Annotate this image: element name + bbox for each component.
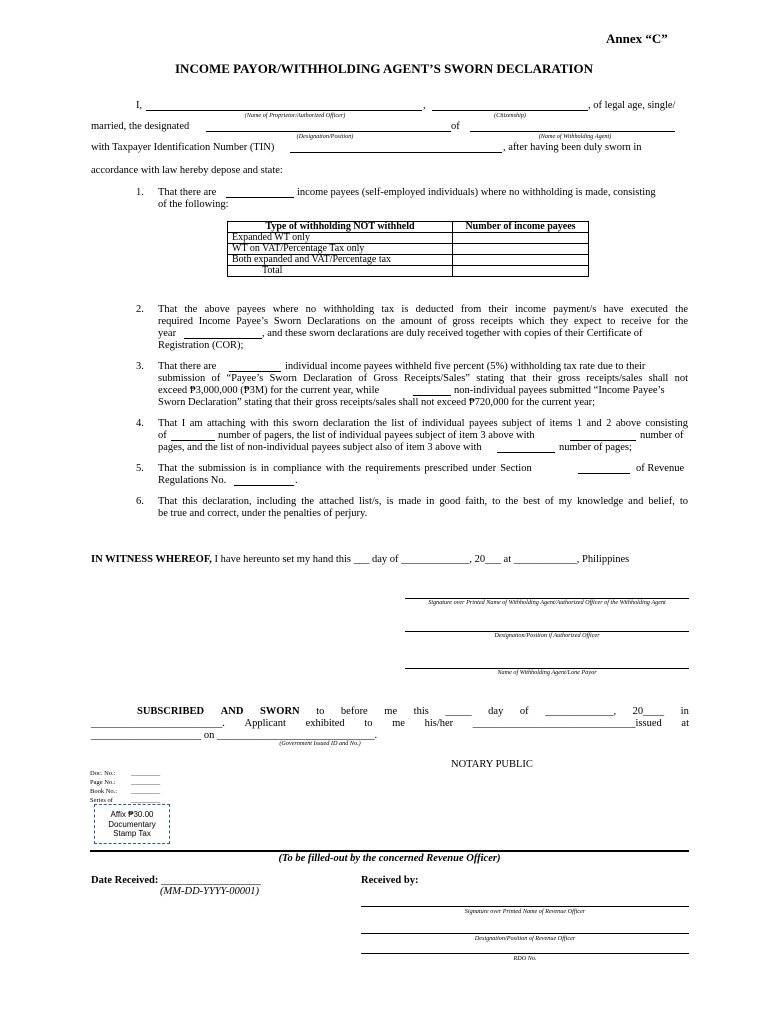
item-1-count-field[interactable]	[226, 197, 294, 198]
item-6-line-1: That this declaration, including the attached list/s, is made in good faith, to the best of my knowledge and belief, to	[158, 496, 688, 507]
item-2-line-1: That the above payees where no withholding tax is deducted from their income payment/s have executed the	[158, 304, 688, 315]
item-2-number: 2.	[136, 304, 144, 315]
item-4-of: of	[158, 430, 167, 441]
item-1-number: 1.	[136, 187, 144, 198]
revenue-officer-designation-line[interactable]	[361, 933, 689, 934]
sworn-id-field[interactable]: _______________________________issued	[472, 718, 662, 729]
revenue-header: (To be filled-out by the concerned Revenue Officer)	[278, 853, 501, 864]
sworn-day-field[interactable]: _____	[445, 706, 472, 717]
page-title: INCOME PAYOR/WITHHOLDING AGENT’S SWORN DECLARATION	[175, 61, 593, 76]
item-2-year-field[interactable]	[184, 338, 262, 339]
item-4-line-3b: number of pages;	[559, 442, 632, 453]
caption-rdo: RDO No.	[513, 955, 537, 962]
item-3-text-b: individual income payees withheld five percent (5%) withholding tax rate due to their	[285, 361, 646, 372]
item-5-line-2b: .	[295, 475, 298, 486]
table-cell: Both expanded and VAT/Percentage tax	[228, 255, 453, 266]
caption-citizenship: (Citizenship)	[494, 112, 526, 119]
citizenship-field[interactable]	[432, 110, 588, 111]
table-header: Type of withholding NOT withheld	[228, 222, 453, 233]
sworn-word: of	[519, 706, 529, 717]
witness-line	[91, 554, 629, 566]
caption-name: (Name of Proprietor/Authorized Officer)	[244, 112, 346, 119]
item-6-number: 6.	[136, 496, 144, 507]
sworn-word: day	[488, 706, 504, 717]
notary-row	[90, 769, 160, 778]
item-1-text-c: of the following:	[158, 199, 229, 210]
intro-legal-age: , of legal age, single/	[588, 100, 676, 111]
caption-revenue-signature: Signature over Printed Name of Revenue Officer	[464, 908, 586, 915]
caption-government-id: (Government Issued ID and No.)	[279, 740, 361, 747]
sworn-place-field[interactable]: _________________________.	[91, 718, 225, 729]
table-input-cell[interactable]	[453, 266, 589, 277]
table-input-cell[interactable]	[453, 255, 589, 266]
item-5-number: 5.	[136, 463, 144, 474]
item-4-line-2c: number of	[640, 430, 684, 441]
table-row	[228, 266, 589, 277]
item-2-line-3: , and these sworn declarations are duly received together with copies of their Certificate of	[262, 328, 643, 339]
sworn-year-field[interactable]: 20____	[632, 706, 665, 717]
notary-public-label: NOTARY PUBLIC	[451, 759, 533, 770]
intro-comma: ,	[423, 100, 426, 111]
item-4-pages-field-3[interactable]	[497, 452, 555, 453]
table-header: Number of income payees	[453, 222, 589, 233]
item-4-pages-field-2[interactable]	[570, 440, 636, 441]
notary-label: Book No.:	[90, 788, 118, 795]
notary-row	[90, 787, 160, 796]
table-input-cell[interactable]	[453, 233, 589, 244]
notary-details	[90, 769, 160, 805]
item-5-regulation-field[interactable]	[234, 485, 294, 486]
table-row	[228, 244, 589, 255]
table-row	[228, 255, 589, 266]
rdo-number-line[interactable]	[361, 953, 689, 954]
table-cell: Expanded WT only	[228, 233, 453, 244]
date-received-label: Date Received:	[91, 875, 159, 886]
sworn-word: his/her	[424, 718, 454, 729]
witness-bold: IN WITNESS WHEREOF,	[91, 554, 212, 565]
intro-accordance: accordance with law hereby depose and state:	[91, 165, 283, 176]
caption-revenue-designation: Designation/Position of Revenue Officer	[474, 935, 576, 942]
sworn-line-3: _____________________ on ______________________________.	[91, 730, 378, 741]
item-4-line-3a: pages, and the list of non-individual payees subject also of item 3 above with	[158, 442, 482, 453]
item-1-text-b: income payees (self-employed individuals) where no withholding is made, consisting	[297, 187, 656, 198]
item-3-number: 3.	[136, 361, 144, 372]
notary-label: Series of	[90, 797, 113, 804]
tin-field[interactable]	[290, 152, 502, 153]
sworn-word: SUBSCRIBED	[137, 706, 205, 717]
sworn-word: before	[340, 706, 368, 717]
intro-i: I,	[136, 100, 143, 111]
notary-blank[interactable]: _________	[131, 770, 161, 777]
table-header-row	[228, 222, 589, 233]
item-5-line-1b: of Revenue	[636, 463, 685, 474]
item-3-text-a: That there are	[158, 361, 217, 372]
table-cell: Total	[228, 266, 453, 277]
item-3-line-2: submission of “Payee’s Sworn Declaration of Gross Receipts/Sales” stating that their gross receipts/sales shall not	[158, 373, 688, 384]
item-4-line-1: That I am attaching with this sworn declaration the list of individual payees subject of items 1 and 2 above consisting	[158, 418, 688, 429]
table-input-cell[interactable]	[453, 244, 589, 255]
item-3-line-3b: non-individual payees submitted “Income Payee’s	[454, 385, 665, 396]
stamp-text: Affix ₱30.00	[110, 810, 154, 819]
withholding-agent-field[interactable]	[470, 131, 675, 132]
sworn-word: this	[413, 706, 429, 717]
withholding-table	[227, 221, 589, 277]
sworn-word: exhibited	[305, 718, 345, 729]
sworn-word: in	[680, 706, 689, 717]
name-field[interactable]	[146, 110, 422, 111]
sworn-word: me	[384, 706, 398, 717]
item-3-nonind-field[interactable]	[413, 395, 451, 396]
sworn-line-2	[91, 718, 689, 730]
item-3-count-field[interactable]	[229, 371, 281, 372]
revenue-officer-signature-line[interactable]	[361, 906, 689, 907]
sworn-word: Applicant	[244, 718, 286, 729]
notary-blank[interactable]: _________	[131, 779, 161, 786]
intro-married: married, the designated	[91, 121, 190, 132]
sworn-word: at	[681, 718, 689, 729]
item-3-line-3a: exceed ₱3,000,000 (₱3M) for the current year, while	[158, 385, 380, 396]
item-4-number: 4.	[136, 418, 144, 429]
item-4-line-2b: number of pagers, the list of individual payees subject of item 3 above with	[218, 430, 535, 441]
sworn-word: AND	[220, 706, 244, 717]
item-5-section-field[interactable]	[578, 473, 630, 474]
caption-agent: (Name of Withholding Agent)	[538, 133, 612, 140]
notary-label: Doc. No.:	[90, 770, 116, 777]
notary-label: Page No.:	[90, 779, 116, 786]
witness-text: I have hereunto set my hand this ___ day of _____________, 20___ at ____________, Philippines	[211, 554, 630, 565]
designation-field[interactable]	[206, 131, 451, 132]
item-5-line-1a: That the submission is in compliance with the requirements prescribed under Section	[158, 463, 532, 474]
caption-agent-signature: Signature over Printed Name of Withholding Agent/Authorized Officer of the Withholding Agent	[428, 599, 666, 606]
item-2-year: year	[158, 328, 177, 339]
table-row	[228, 233, 589, 244]
notary-blank[interactable]: _________	[131, 797, 161, 804]
sworn-word: to	[316, 706, 325, 717]
annex-label: Annex “C”	[606, 31, 668, 46]
item-5-line-2a: Regulations No.	[158, 475, 227, 486]
stamp-text: Stamp Tax	[113, 829, 151, 838]
sworn-word: me	[392, 718, 405, 729]
item-1-text-a: That there are	[158, 187, 217, 198]
intro-sworn: , after having been duly sworn in	[503, 142, 642, 153]
date-received-field[interactable]: ___________________	[158, 875, 261, 886]
item-3-line-4: Sworn Declaration” stating that their gross receipts/sales shall not exceed ₱720,000 for the current year;	[158, 397, 596, 408]
revenue-divider	[90, 850, 689, 852]
intro-of: of	[451, 121, 460, 132]
item-2-line-2: required Income Payee’s Sworn Declarations on the amount of gross receipts which they expect to receive for the	[158, 316, 688, 327]
sworn-word: SWORN	[259, 706, 300, 717]
table-cell: WT on VAT/Percentage Tax only	[228, 244, 453, 255]
stamp-text: Documentary	[108, 819, 156, 829]
received-by-label: Received by:	[361, 875, 419, 886]
sworn-line-1	[137, 706, 689, 718]
sworn-month-field[interactable]: _____________,	[545, 706, 617, 717]
caption-designation: (Designation/Position)	[296, 133, 354, 140]
date-format-hint: (MM-DD-YYYY-00001)	[160, 886, 259, 897]
sworn-word: to	[364, 718, 373, 729]
item-4-pages-field-1[interactable]	[171, 440, 215, 441]
item-6-line-2: be true and correct, under the penalties of perjury.	[158, 508, 368, 519]
documentary-stamp-box	[94, 804, 170, 844]
notary-row	[90, 778, 160, 787]
caption-payor: Name of Withholding Agent/Lone Payor	[497, 669, 597, 676]
notary-blank[interactable]: _________	[131, 788, 161, 795]
item-2-line-4: Registration (COR);	[158, 340, 244, 351]
intro-tin: with Taxpayer Identification Number (TIN)	[91, 142, 275, 153]
caption-agent-designation: Designation/Position if Authorized Officer	[494, 632, 600, 639]
